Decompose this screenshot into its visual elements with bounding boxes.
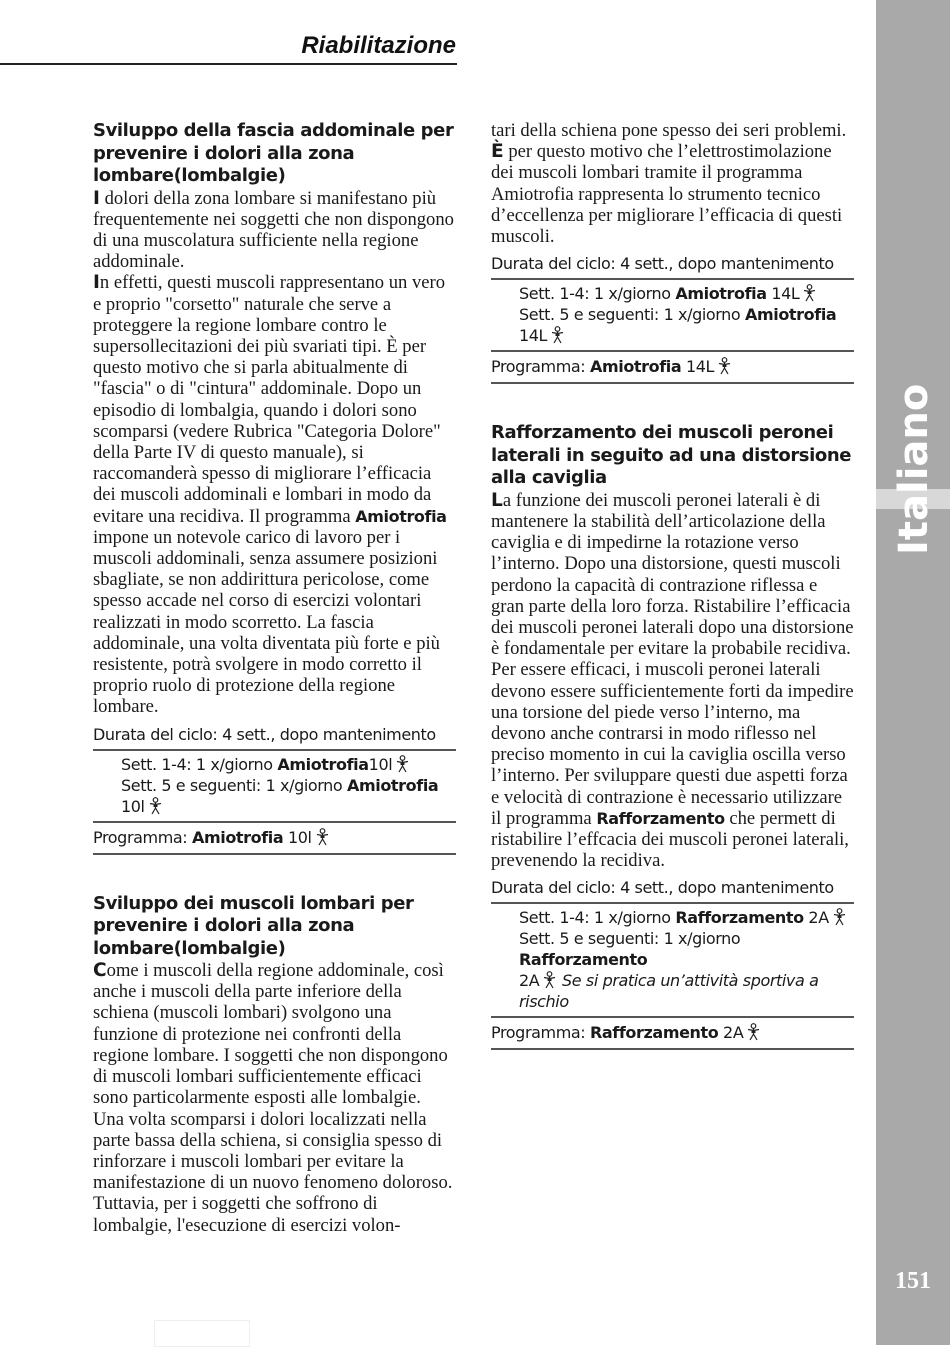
schedule-line (519, 283, 854, 304)
electrode-figure-icon (802, 284, 817, 302)
cycle-duration: Durata del ciclo: 4 sett., dopo mantenimento (93, 724, 436, 744)
program-code: 2A (718, 1023, 744, 1043)
section-title: Rafforzamento dei muscoli peronei laterali in seguito ad una distorsione alla caviglia (491, 422, 852, 489)
page-header-title: Riabilitazione (301, 32, 456, 59)
section-title: Sviluppo dei muscoli lombari per prevenire i dolori alla zona lombare(lombalgie) (93, 892, 414, 959)
paragraph (491, 490, 854, 872)
program-line (491, 356, 854, 384)
program-line (491, 1022, 854, 1050)
schedule-text: Sett. 5 e seguenti: 1 x/giorno (121, 775, 347, 795)
paragraph (93, 960, 456, 1236)
paragraph-text: per questo motivo che l’elettrostimolazione dei muscoli lombari tramite il programma Amiotrofia rappresenta lo strumento tecnico d’eccellenza per migliorare l’efficacia di questi muscoli. (491, 141, 843, 248)
program-name: Rafforzamento (519, 950, 648, 970)
electrode-figure-icon (832, 908, 847, 926)
program-name: Amiotrofia (191, 827, 284, 847)
program-code: 14L (519, 326, 548, 346)
electrode-figure-icon (148, 797, 163, 815)
paragraph-text: ome i muscoli della regione addominale, così anche i muscoli della parte inferiore della schiena (muscoli lombari) svolgono una funzione di protezione nei confronti della regione lombare. I soggetti che non dispongono di muscoli lombari sufficientemente efficaci sono particolarmente esposti alle lombalgie. Una volta scomparsi i dolori localizzati nella parte bassa della schiena, si consiglia spesso di rinforzare i muscoli lombari per evitare la manifestazione di un nuovo fenomeno doloroso. Tuttavia, per i soggetti che soffrono di lombalgie, l'esecuzione di esercizi volon- (93, 960, 453, 1236)
program-code: 10l (121, 796, 145, 816)
cycle-duration: Durata del ciclo: 4 sett., dopo mantenimento (491, 878, 834, 898)
printer-marks (84, 1320, 414, 1345)
paragraph-text: impone un notevole carico di lavoro per i muscoli addominali, senza assumere posizioni sbagliate, se non addirittura pericolose, come spesso accade nel corso di esercizi volontari realizzati in modo scorretto. La fascia addominale, una volta diventata più forte e più resistente, potrà svolgere in modo corretto il proprio ruolo di protezione della regione lombare. (93, 526, 440, 718)
schedule-line (121, 775, 456, 817)
program-label: Programma: (93, 827, 192, 847)
schedule-text: Sett. 5 e seguenti: 1 x/giorno (519, 929, 741, 949)
program-name: Amiotrofia (355, 506, 447, 526)
paragraph (93, 188, 456, 273)
schedule-line (519, 928, 854, 1012)
section-title: Sviluppo della fascia addominale per prevenire i dolori alla zona lombare(lombalgie) (93, 120, 454, 186)
section-gap (93, 855, 456, 893)
schedule-text: Sett. 1-4: 1 x/giorno (519, 908, 676, 928)
left-column (93, 120, 456, 1236)
drop-cap: L (491, 489, 503, 511)
program-name: Amiotrofia (347, 775, 439, 795)
schedule-box (491, 902, 854, 1018)
drop-cap: C (93, 960, 107, 982)
right-column (491, 120, 854, 1050)
paragraph-text: n effetti, questi muscoli rappresentano un vero e proprio "corsetto" naturale che serve a proteggere la regione lombare contro le supersollecitazioni dei più svariati tipi. È per questo motivo che si parla abitualmente di "fascia" o di "cintura" addominale. Dopo un episodio di lombalgia, quando i dolori sono scomparsi (vedere Rubrica "Categoria Dolore" della Parte IV di questo manuale), si raccomanderà spesso di migliorare l’efficacia dei muscoli addominali e lombari in modo da evitare una recidiva. Il programma (93, 272, 446, 527)
paragraph: tari della schiena pone spesso dei seri problemi. (491, 120, 847, 141)
cycle-duration: Durata del ciclo: 4 sett., dopo mantenimento (491, 254, 834, 274)
program-label: Programma: (491, 357, 590, 377)
program-line (93, 827, 456, 855)
printer-mark-box (154, 1320, 250, 1347)
electrode-figure-icon (542, 971, 557, 989)
electrode-figure-icon (315, 828, 330, 846)
drop-cap: È (491, 141, 504, 163)
program-code: 2A (803, 908, 829, 928)
paragraph (491, 141, 854, 247)
program-code: 10l (368, 754, 393, 774)
schedule-text: Sett. 1-4: 1 x/giorno (121, 754, 278, 774)
electrode-figure-icon (746, 1023, 761, 1041)
program-name: Amiotrofia (675, 284, 767, 304)
schedule-note: Se si pratica un’attività sportiva a rischio (519, 971, 819, 1012)
paragraph-text: a funzione dei muscoli peronei laterali è di mantenere la stabilità dell’articolazione della caviglia e di impedirne la rotazione verso l’interno. Dopo una distorsione, questi muscoli perdono la capacità di contrazione riflessa e gran parte della loro forza. Ristabilire l’efficacia dei muscoli peronei laterali dopo una distorsione è fondamentale per evitare la probabile recidiva. Per essere efficaci, i muscoli peronei laterali devono essere sufficientemente forti da impedire una torsione del piede verso l’interno, ma devono anche contrarsi in modo riflesso nel preciso momento in cui la caviglia oscilla verso l’interno. Per sviluppare questi due aspetti forza e velocità di contrazione è necessario utilizzare il programma (491, 489, 854, 829)
program-code: 14L (766, 284, 800, 304)
schedule-line (519, 304, 854, 346)
program-name: Amiotrofia (277, 754, 369, 774)
program-name: Amiotrofia (745, 305, 837, 325)
schedule-box (93, 749, 456, 823)
schedule-line (519, 907, 854, 928)
paragraph-text: dolori della zona lombare si manifestano più frequentemente nei soggetti che non dispongono di una muscolatura sufficiente nella regione addominale. (93, 187, 454, 273)
page-number: 151 (895, 1268, 931, 1294)
program-name: Rafforzamento (675, 908, 804, 928)
schedule-text: Sett. 1-4: 1 x/giorno (519, 284, 676, 304)
schedule-text: Sett. 5 e seguenti: 1 x/giorno (519, 305, 745, 325)
section-gap (491, 384, 854, 422)
program-code: 14L (681, 357, 715, 377)
paragraph-text: che permett di ristabilire l’effcacia dei muscoli peronei laterali, prevenendo la recidiva. (491, 807, 849, 872)
language-tab-label: Italiano (891, 383, 937, 555)
schedule-box (491, 278, 854, 352)
program-label: Programma: (491, 1023, 590, 1043)
program-code: 2A (519, 971, 540, 991)
paragraph (93, 272, 456, 717)
sidebar (876, 0, 950, 1345)
program-code: 10l (283, 827, 312, 847)
program-name: Amiotrofia (589, 357, 682, 377)
schedule-line (121, 754, 456, 775)
electrode-figure-icon (717, 357, 732, 375)
electrode-figure-icon (395, 755, 410, 773)
program-name: Rafforzamento (596, 808, 725, 828)
electrode-figure-icon (550, 326, 565, 344)
program-name: Rafforzamento (589, 1023, 719, 1043)
drop-cap: I (93, 272, 100, 294)
drop-cap: I (93, 187, 100, 209)
header-rule (0, 63, 457, 65)
